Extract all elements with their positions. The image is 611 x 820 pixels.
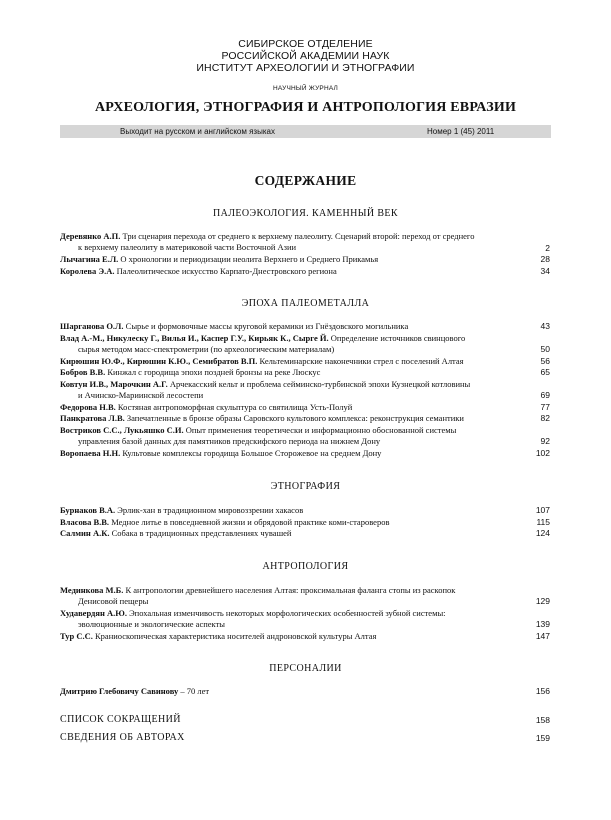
entry-title: Кинжал с городища эпохи поздней бронзы на реке Люскус [107, 367, 321, 377]
toc-entry[interactable] [60, 333, 520, 356]
toc-entry[interactable] [60, 631, 520, 642]
entry-author: Тур С.С. [60, 631, 93, 641]
entry-title: Костяная антропоморфная скульптура со святилища Усть-Полуй [117, 402, 353, 412]
entry-title-cont: управления базой данных для памятников предскифского периода на нижнем Дону [78, 436, 381, 447]
entry-page: 65 [540, 367, 550, 377]
entry-author: Шарганова О.Л. [60, 321, 124, 331]
entry-title-cont: и Ачинско-Мариинской лесостепи [78, 390, 204, 401]
toc-entry[interactable] [60, 608, 520, 631]
header-line-3: ИНСТИТУТ АРХЕОЛОГИИ И ЭТНОГРАФИИ [196, 62, 415, 74]
entry-title: Собака в традиционных представлениях чувашей [111, 528, 292, 538]
section-title: ЭТНОГРАФИЯ [270, 481, 341, 492]
entry-title: Кельтеминарские наконечники стрел с поселений Алтая [259, 356, 464, 366]
entry-title: Запечатленные в бронзе образы Саровского культового комплекса: реконструкция семантики [126, 413, 464, 423]
entry-author: Мединкова М.Б. [60, 585, 124, 595]
toc-entry[interactable] [60, 402, 520, 413]
entry-page: 50 [540, 344, 550, 354]
entry-title-cont: эволюционные и экологические аспекты [78, 619, 225, 630]
section-title: ПЕРСОНАЛИИ [269, 663, 342, 674]
toc-entry[interactable] [60, 231, 520, 254]
journal-label: НАУЧНЫЙ ЖУРНАЛ [273, 85, 338, 92]
entry-title: Определение источников свинцового [330, 333, 466, 343]
entry-title: Эпохальная изменчивость некоторых морфологических особенностей зубной системы: [129, 608, 446, 618]
toc-abbreviations[interactable]: СПИСОК СОКРАЩЕНИЙ [60, 714, 181, 725]
entry-author: Панкратова Л.В. [60, 413, 125, 423]
languages-note: Выходит на русском и английском языках [120, 127, 275, 136]
toc-entry[interactable] [60, 585, 520, 608]
issue-number: Номер 1 (45) 2011 [427, 127, 495, 136]
entry-page: 28 [540, 254, 550, 264]
entry-author: Бобров В.В. [60, 367, 106, 377]
toc-entry[interactable] [60, 266, 520, 277]
entry-author: Федорова Н.В. [60, 402, 116, 412]
toc-entry[interactable] [60, 379, 520, 402]
entry-page: 158 [535, 715, 550, 725]
entry-title: Палеолитическое искусство Карпато-Днестровского региона [116, 266, 337, 276]
entry-page: 156 [535, 686, 550, 696]
entry-page: 77 [540, 402, 550, 412]
entry-author: Востриков С.С., Лукьяшко С.И. [60, 425, 184, 435]
toc-entry[interactable] [60, 448, 520, 459]
entry-author: Бурнаков В.А. [60, 505, 116, 515]
toc-entry[interactable] [60, 686, 520, 697]
entry-page: 43 [540, 321, 550, 331]
toc-entry[interactable] [60, 413, 520, 424]
toc-entry[interactable] [60, 425, 520, 448]
header-line-1: СИБИРСКОЕ ОТДЕЛЕНИЕ [238, 38, 373, 50]
entry-title: – 70 лет [180, 686, 210, 696]
header-line-2: РОССИЙСКОЙ АКАДЕМИИ НАУК [221, 50, 390, 62]
toc-entry[interactable] [60, 321, 520, 332]
entry-author: Дмитрию Глебовичу Савинову [60, 686, 179, 696]
entry-page: 159 [535, 733, 550, 743]
entry-author: Деревянко А.П. [60, 231, 121, 241]
entry-page: 69 [540, 390, 550, 400]
entry-page: 92 [540, 436, 550, 446]
entry-author: Салмин А.К. [60, 528, 110, 538]
entry-title: Арчекасский кельт и проблема сейминско-турбинской эпохи Кузнецкой котловины [169, 379, 471, 389]
toc-entry[interactable] [60, 367, 520, 378]
publisher-header [0, 38, 611, 74]
toc-entry[interactable] [60, 517, 520, 528]
entry-title: Опыт применения теоретически и информационно обоснованной системы [185, 425, 457, 435]
info-bar [60, 125, 551, 138]
entry-author: Влад А.-М., Никулеску Г., Вилья И., Каспер Г.У., Кирьяк К., Сырге Й. [60, 333, 329, 343]
entry-title-cont: сырья методом масс-спектрометрии (по археологическим материалам) [78, 344, 335, 355]
entry-page: 129 [535, 596, 550, 606]
entry-title: Эрлик-хан в традиционном мировоззрении хакасов [117, 505, 304, 515]
entry-author: Королева Э.А. [60, 266, 115, 276]
journal-title: АРХЕОЛОГИЯ, ЭТНОГРАФИЯ И АНТРОПОЛОГИЯ ЕВРАЗИИ [94, 100, 517, 115]
section-title: ПАЛЕОЭКОЛОГИЯ. КАМЕННЫЙ ВЕК [212, 208, 398, 219]
section-title: АНТРОПОЛОГИЯ [262, 561, 349, 572]
entry-title: О хронологии и периодизации неолита Верхнего и Среднего Прикамья [120, 254, 379, 264]
entry-author: Кирюшин Ю.Ф., Кирюшин К.Ю., Семибратов В.П. [60, 356, 258, 366]
toc-entry[interactable] [60, 254, 520, 265]
entry-page: 107 [535, 505, 550, 515]
entry-page: 56 [540, 356, 550, 366]
entry-author: Ковтун И.В., Марочкин А.Г. [60, 379, 168, 389]
entry-author: Воропаева Н.Н. [60, 448, 121, 458]
entry-title-cont: Денисовой пещеры [78, 596, 149, 607]
entry-title: К антропологии древнейшего населения Алтая: проксимальная фаланга стопы из раскопок [125, 585, 456, 595]
entry-author: Худавердян А.Ю. [60, 608, 127, 618]
toc-authors[interactable]: СВЕДЕНИЯ ОБ АВТОРАХ [60, 732, 185, 743]
entry-title: Сырье и формовочные массы круговой керамики из Гнёздовского могильника [125, 321, 409, 331]
entry-title: Медное литье в повседневной жизни и обрядовой практике коми-староверов [111, 517, 390, 527]
toc-entry[interactable] [60, 356, 520, 367]
entry-page: 124 [535, 528, 550, 538]
contents-title: СОДЕРЖАНИЕ [254, 173, 357, 188]
entry-page: 34 [540, 266, 550, 276]
toc-entry[interactable] [60, 528, 520, 539]
entry-page: 2 [545, 243, 550, 253]
entry-author: Лычагина Е.Л. [60, 254, 119, 264]
entry-page: 102 [535, 448, 550, 458]
entry-page: 82 [540, 413, 550, 423]
section-title: ЭПОХА ПАЛЕОМЕТАЛЛА [241, 298, 370, 309]
toc-entry[interactable] [60, 505, 520, 516]
entry-title: Культовые комплексы городища Большое Сторожевое на среднем Дону [122, 448, 382, 458]
entry-title: Краниоскопическая характеристика носителей андроновской культуры Алтая [95, 631, 377, 641]
entry-page: 115 [536, 517, 550, 527]
entry-page: 139 [535, 619, 550, 629]
entry-author: Власова В.В. [60, 517, 110, 527]
entry-page: 147 [535, 631, 550, 641]
entry-title: Три сценария перехода от среднего к верхнему палеолиту. Сценарий второй: переход от среднего [122, 231, 475, 241]
entry-title-cont: к верхнему палеолиту в материковой части Восточной Азии [78, 242, 297, 253]
